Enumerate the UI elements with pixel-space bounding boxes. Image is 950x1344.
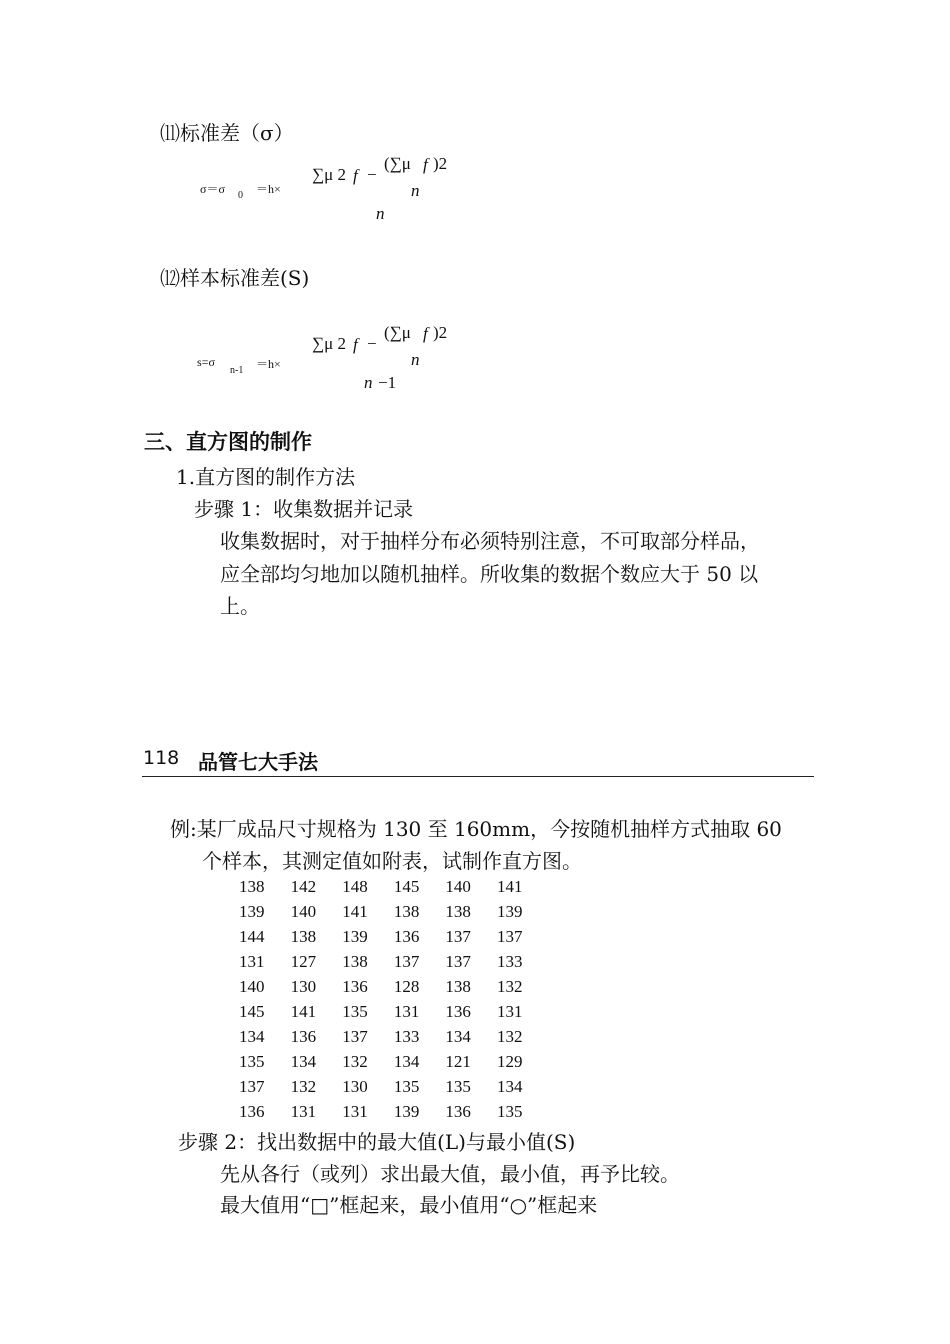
table-row (226, 949, 536, 974)
step1-paragraph-line1: 收集数据时，对于抽样分布必须特别注意，不可取部分样品， (220, 529, 760, 553)
heading-sample-standard-deviation: ⑿样本标准差(S) (160, 266, 310, 290)
table-cell: 132 (497, 1026, 523, 1046)
formula-eq: ＝h× (256, 357, 281, 371)
measurement-table (226, 874, 536, 1124)
formula-minus: − (367, 165, 377, 184)
table-row (226, 999, 536, 1024)
example-line2: 个样本，其测定值如附表，试制作直方图。 (202, 849, 582, 873)
table-cell: 148 (342, 876, 368, 896)
table-cell: 145 (239, 1001, 265, 1021)
formula-frac-top: (∑μ (384, 154, 411, 173)
step1-title: 步骤 1：收集数据并记录 (194, 497, 414, 521)
step1-paragraph-line3: 上。 (220, 594, 260, 618)
table-row (226, 924, 536, 949)
formula-sum: ∑μ 2 (312, 334, 346, 353)
table-cell: 138 (393, 901, 420, 921)
formula-frac-n: n (411, 181, 420, 200)
table-cell: 137 (393, 951, 420, 971)
formula-frac-f: f (423, 324, 428, 343)
table-cell: 136 (445, 1001, 471, 1021)
formula-f: f (353, 166, 358, 185)
subsection-title: 1.直方图的制作方法 (176, 465, 356, 489)
formula-eq: ＝h× (256, 182, 281, 196)
table-cell: 140 (290, 901, 317, 921)
table-cell: 137 (342, 1026, 368, 1046)
table-cell: 138 (445, 901, 471, 921)
table-cell: 132 (290, 1076, 317, 1096)
formula-frac-f: f (423, 155, 428, 174)
page-number: 118 (143, 747, 180, 769)
table-cell: 133 (393, 1026, 420, 1046)
table-cell: 137 (445, 926, 471, 946)
step1-paragraph-line2: 应全部均匀地加以随机抽样。所收集的数据个数应大于 50 以 (220, 562, 759, 586)
table-cell: 134 (290, 1051, 317, 1071)
table-cell: 139 (497, 901, 523, 921)
table-cell: 131 (497, 1001, 523, 1021)
table-cell: 134 (393, 1051, 420, 1071)
example-line1: 例:某厂成品尺寸规格为 130 至 160mm，今按随机抽样方式抽取 60 (170, 817, 782, 841)
table-cell: 138 (239, 876, 265, 896)
book-title: 品管七大手法 (198, 750, 318, 774)
table-row (226, 1074, 536, 1099)
formula-denominator-rest: −1 (378, 373, 397, 392)
formula-f: f (353, 335, 358, 354)
table-cell: 140 (445, 876, 471, 896)
table-cell: 138 (342, 951, 368, 971)
table-cell: 135 (239, 1051, 265, 1071)
table-cell: 136 (342, 976, 368, 996)
table-cell: 136 (239, 1101, 265, 1121)
formula-frac-top: (∑μ (384, 323, 411, 342)
table-cell: 131 (342, 1101, 368, 1121)
header-rule (142, 776, 814, 777)
table-cell: 134 (239, 1026, 265, 1046)
formula-minus: − (367, 334, 377, 353)
formula-frac-close: )2 (433, 323, 448, 342)
table-cell: 139 (342, 926, 368, 946)
table-cell: 135 (393, 1076, 420, 1096)
step2-title: 步骤 2：找出数据中的最大值(L)与最小值(S) (178, 1130, 576, 1154)
table-cell: 135 (342, 1001, 368, 1021)
table-row (226, 974, 536, 999)
heading-standard-deviation: ⑾标准差（σ） (160, 121, 294, 145)
formula-frac-n: n (411, 350, 420, 369)
table-cell: 134 (445, 1026, 471, 1046)
table-cell: 141 (497, 876, 523, 896)
table-cell: 137 (497, 926, 523, 946)
table-row (226, 1049, 536, 1074)
table-cell: 135 (445, 1076, 471, 1096)
table-row (226, 1024, 536, 1049)
table-cell: 138 (290, 926, 317, 946)
formula-lhs: σ＝σ (200, 182, 225, 196)
table-cell: 145 (393, 876, 420, 896)
table-cell: 136 (393, 926, 420, 946)
table-cell: 136 (290, 1026, 317, 1046)
table-cell: 128 (393, 976, 420, 996)
formula-lhs: s=σ (197, 355, 215, 369)
table-cell: 132 (342, 1051, 368, 1071)
table-cell: 142 (290, 876, 317, 896)
step2-line2: 最大值用“□”框起来，最小值用“○”框起来 (220, 1193, 598, 1217)
table-cell: 144 (239, 926, 265, 946)
formula-denominator: n (376, 204, 385, 223)
table-cell: 131 (393, 1001, 420, 1021)
table-cell: 121 (445, 1051, 471, 1071)
table-row (226, 899, 536, 924)
section-title: 三、直方图的制作 (144, 430, 312, 454)
table-cell: 130 (342, 1076, 368, 1096)
formula-lhs-sub: n-1 (230, 365, 244, 376)
table-cell: 132 (497, 976, 523, 996)
table-row (226, 874, 536, 899)
table-cell: 133 (497, 951, 523, 971)
table-cell: 141 (342, 901, 368, 921)
table-row (226, 1099, 536, 1124)
table-cell: 131 (239, 951, 265, 971)
table-cell: 140 (239, 976, 265, 996)
table-cell: 138 (445, 976, 471, 996)
table-cell: 141 (290, 1001, 317, 1021)
table-cell: 137 (239, 1076, 265, 1096)
step2-line1: 先从各行（或列）求出最大值，最小值，再予比较。 (220, 1162, 680, 1186)
table-cell: 139 (239, 901, 265, 921)
formula-denominator-n: n (364, 373, 373, 392)
table-cell: 134 (497, 1076, 523, 1096)
table-cell: 131 (290, 1101, 317, 1121)
table-cell: 139 (393, 1101, 420, 1121)
table-cell: 135 (497, 1101, 523, 1121)
formula-sum: ∑μ 2 (312, 165, 346, 184)
formula-frac-close: )2 (433, 154, 448, 173)
table-cell: 130 (290, 976, 317, 996)
table-cell: 136 (445, 1101, 471, 1121)
table-cell: 129 (497, 1051, 523, 1071)
table-cell: 127 (290, 951, 317, 971)
formula-lhs-sub: 0 (238, 190, 243, 201)
table-cell: 137 (445, 951, 471, 971)
